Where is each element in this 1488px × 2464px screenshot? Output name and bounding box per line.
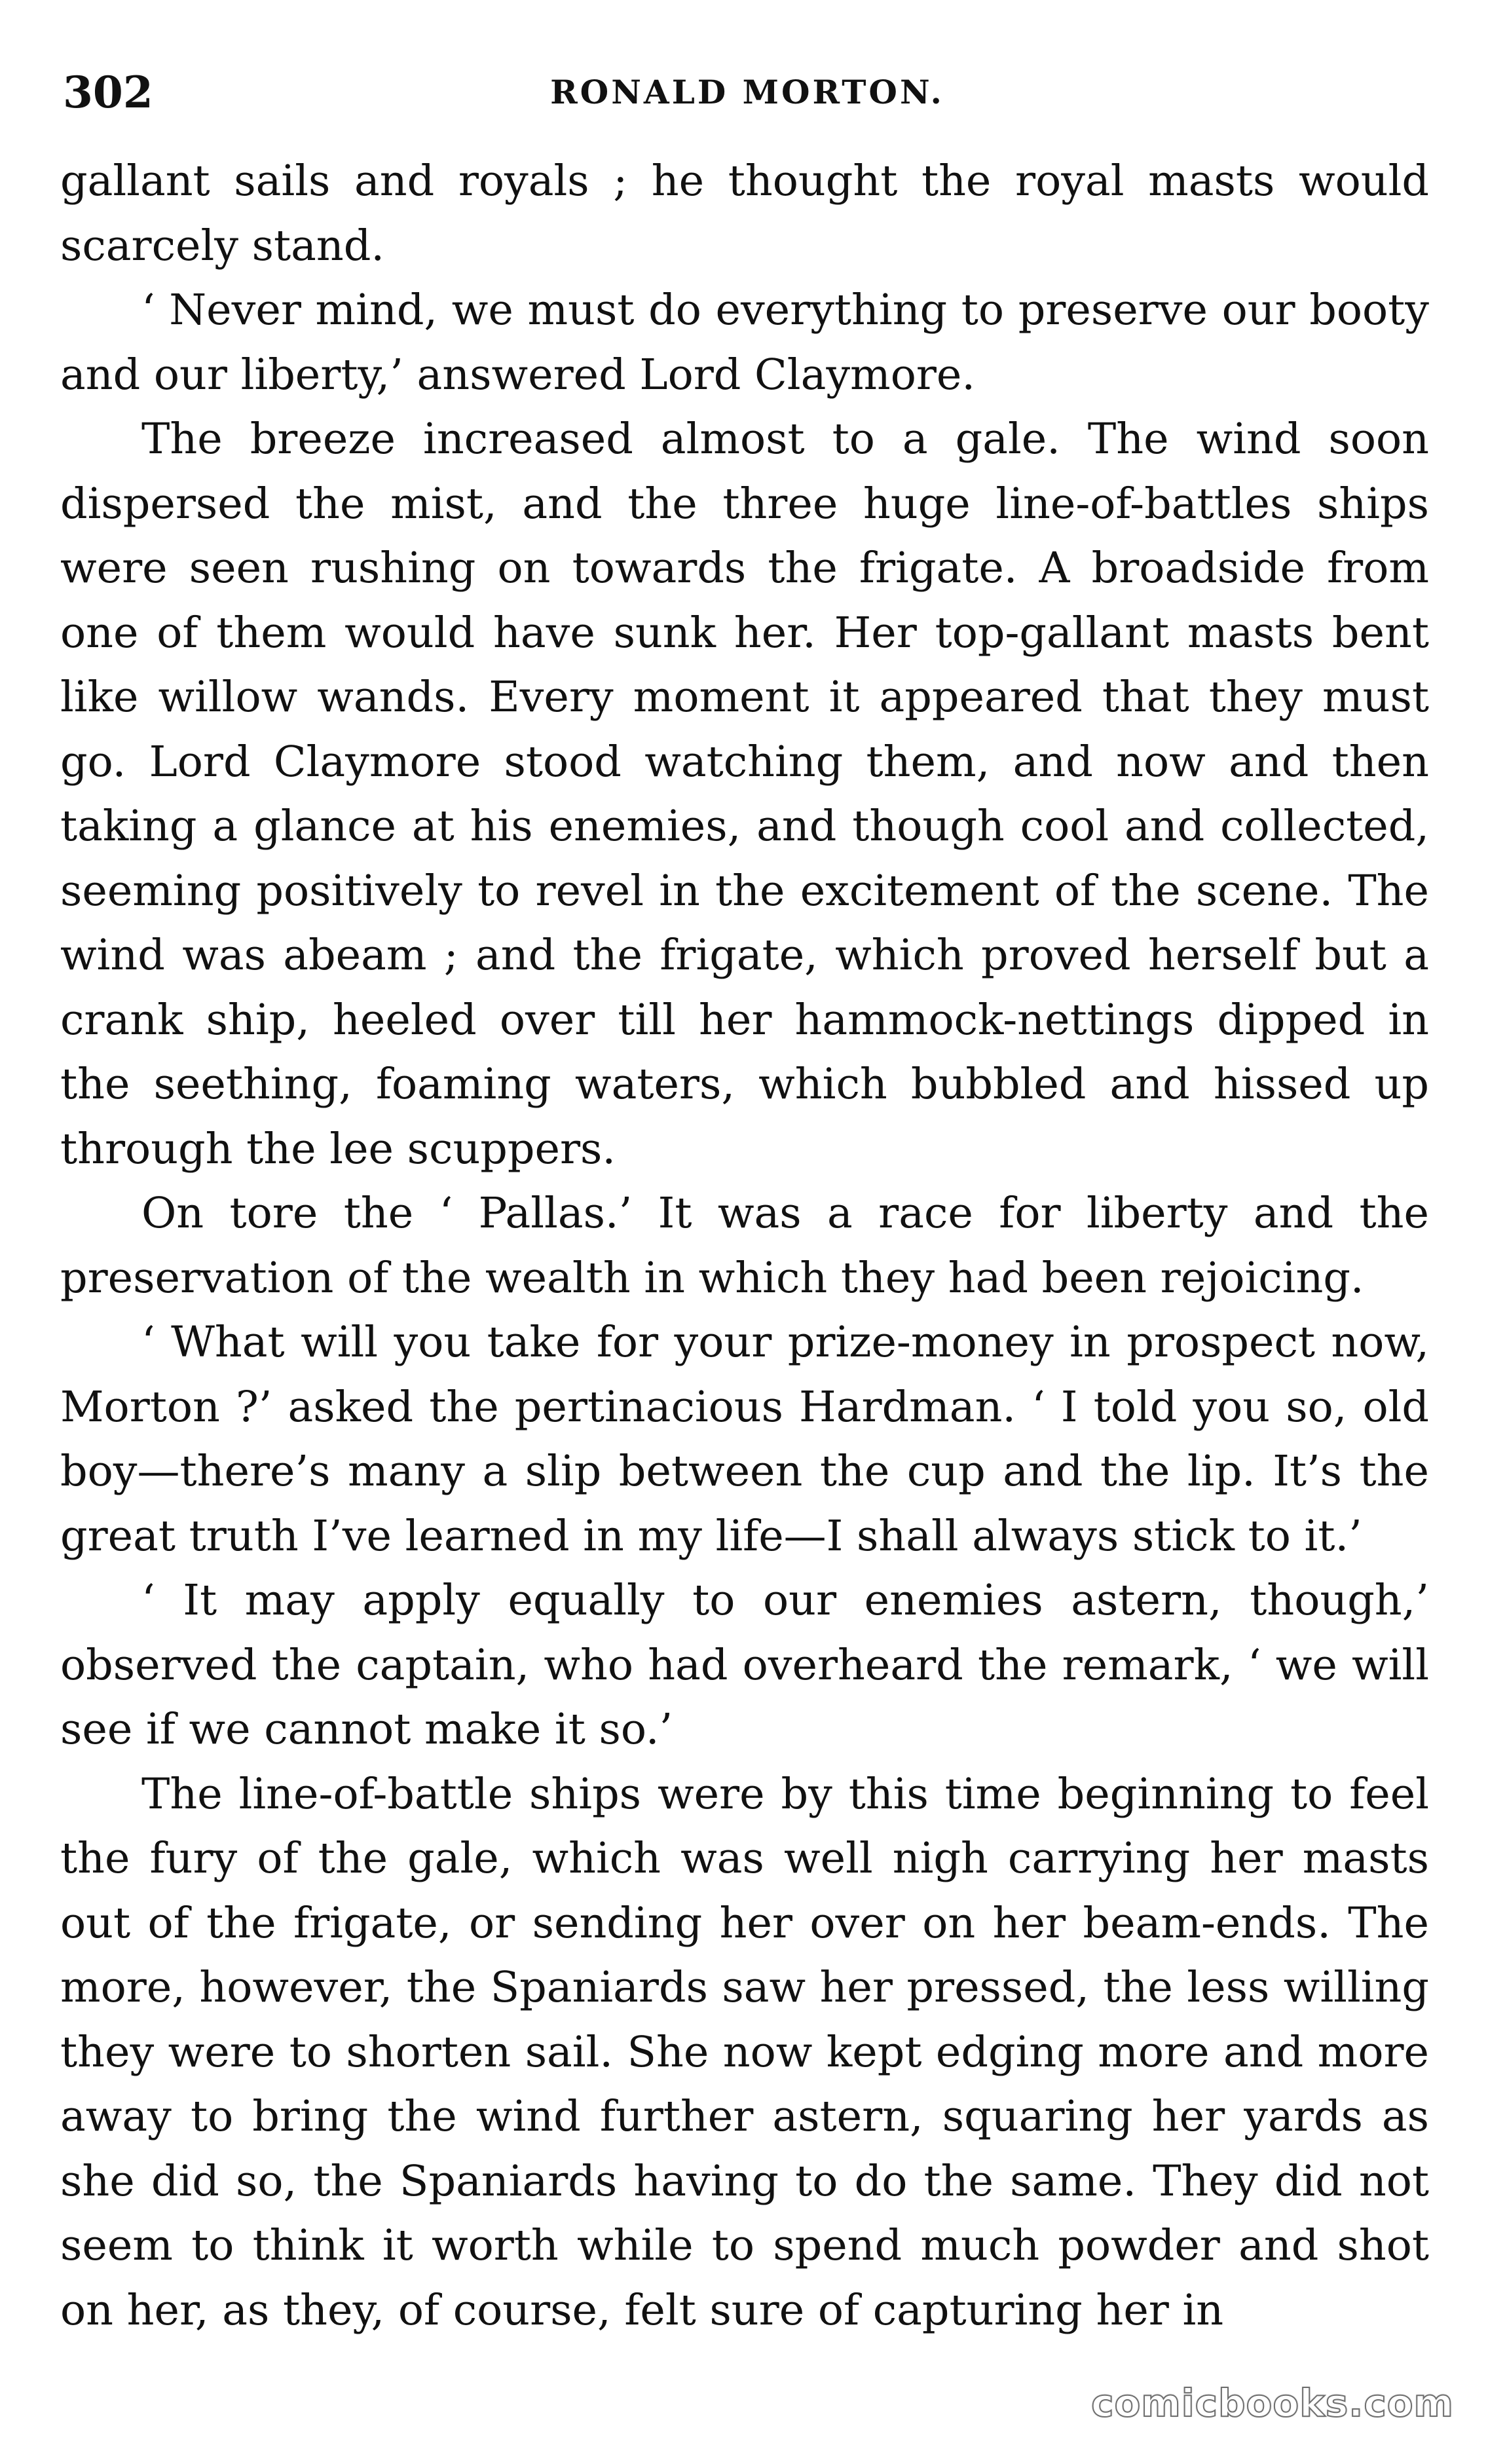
paragraph: The line-of-battle ships were by this time beginning to feel the fury of the gale, which was well nigh carrying her masts out of the frigate, or sending her over on her beam-ends. The more, however, the Spaniards saw her pressed, the less willing they were to shorten sail. She now kept edging more and more away to bring the wind further astern, squaring her yards as she did so, the Spaniards having to do the same. They did not seem to think it worth while to spend much powder and shot on her, as they, of course, felt sure of capturing her in <box>60 1769 1429 2335</box>
paragraph-continuation: gallant sails and royals ; he thought the royal masts would scarcely stand. <box>60 157 1429 271</box>
paragraph: ‘ It may apply equally to our enemies astern, though,’ observed the captain, who had overheard the remark, ‘ we will see if we cannot make it so.’ <box>60 1576 1429 1754</box>
paragraph: The breeze increased almost to a gale. The wind soon dispersed the mist, and the three huge line-of-battles ships were seen rushing on towards the frigate. A broadside from one of them would have sunk her. Her top-gallant masts bent like willow wands. Every moment it appeared that they must go. Lord Claymore stood watching them, and now and then taking a glance at his enemies, and though cool and collected, seeming positively to revel in the excitement of the scene. The wind was abeam ; and the frigate, which proved herself but a crank ship, heeled over till her hammock-nettings dipped in the seething, foaming waters, which bubbled and hissed up through the lee scuppers. <box>60 415 1429 1174</box>
paragraph: ‘ What will you take for your prize-money in prospect now, Morton ?’ asked the pertinacious Hardman. ‘ I told you so, old boy—there’s many a slip between the cup and the lip. It’s the great truth I’ve learned in my life—I shall always stick to it.’ <box>60 1318 1429 1561</box>
watermark: comicbooks.com <box>1091 2381 1454 2425</box>
running-head <box>63 56 1432 128</box>
running-title: RONALD MORTON. <box>550 73 944 111</box>
page-number: 302 <box>63 67 153 118</box>
body-text <box>60 149 1429 2343</box>
paragraph: On tore the ‘ Pallas.’ It was a race for liberty and the preservation of the wealth in which they had been rejoicing. <box>60 1189 1429 1303</box>
paragraph: ‘ Never mind, we must do everything to preserve our booty and our liberty,’ answered Lord Claymore. <box>60 286 1429 400</box>
